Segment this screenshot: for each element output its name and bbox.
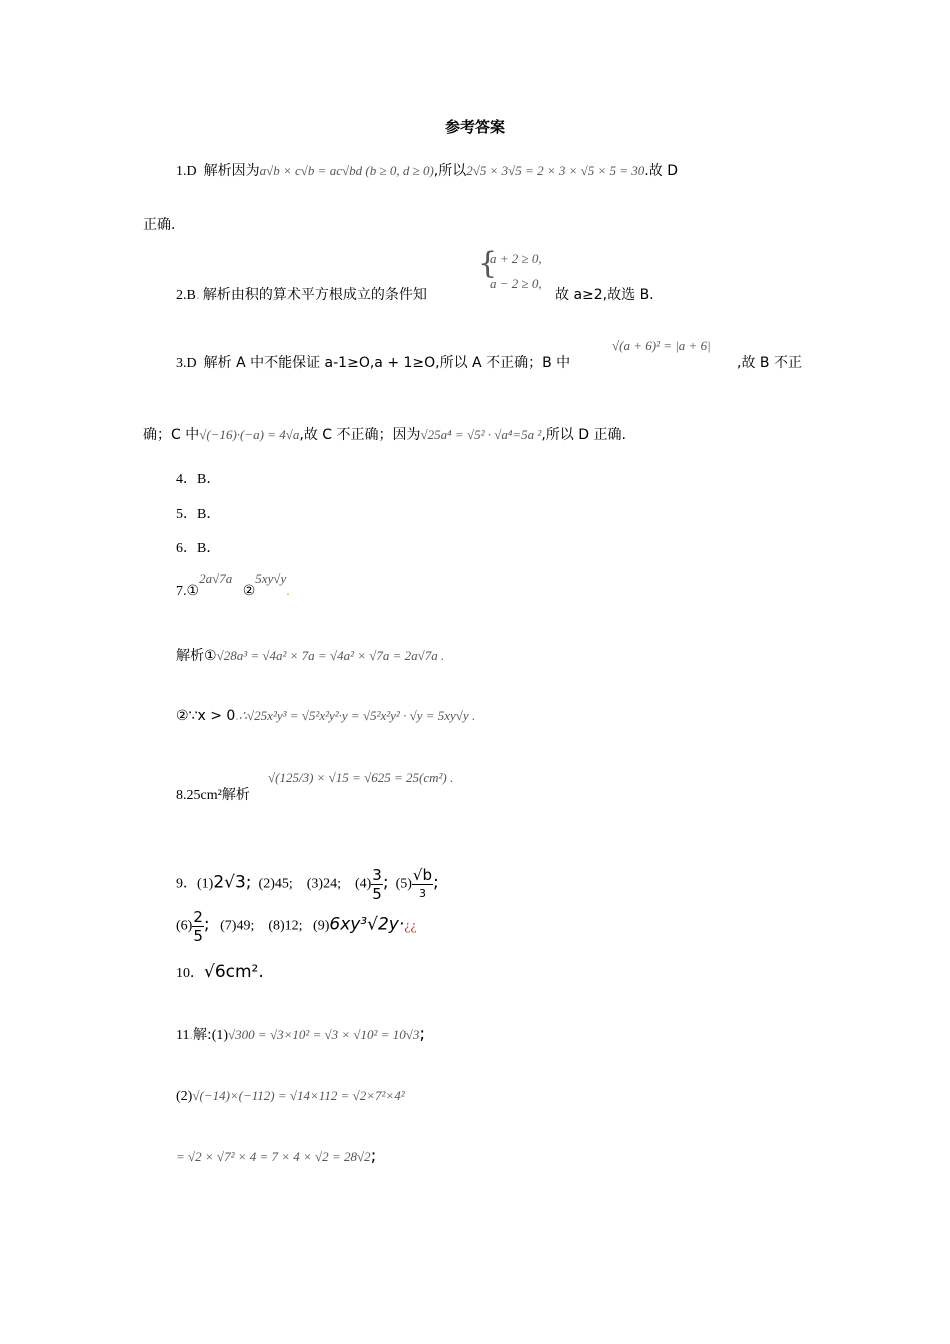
answer-1-cont: 正确. — [143, 217, 176, 233]
formula-1a: a√b × c√b = ac√bd (b ≥ 0, d ≥ 0) — [259, 163, 434, 178]
formula-1b: 2√5 × 3√5 = 2 × 3 × √5 × 5 = 30 — [466, 163, 645, 178]
answer-11-2-cont: = √2 × √7² × 4 = 7 × 4 × √2 = 28√2; — [176, 1146, 377, 1166]
answer-2-tail: 故 a≥2,故选 B. — [555, 287, 654, 303]
formula-3c: √25a⁴ = √5² · √a⁴=5a ² — [420, 427, 542, 442]
answer-10: 10．√6cm². — [176, 962, 264, 982]
system-line-1: a + 2 ≥ 0, — [490, 251, 542, 266]
page-title: 参考答案 — [444, 118, 505, 136]
fraction-2-5: $\frac{2}{5}$ — [193, 908, 203, 945]
answer-9-cont: (6) $\frac{2}{5}$ ; (7)49; (8)12; (9)6xy³√2y·¿¿ — [176, 908, 417, 945]
answer-3: 3.D 解析 A 中不能保证 a-1≥O,a + 1≥O,所以 A 不正确；B 中 — [176, 355, 571, 371]
answer-7: 7.①2a√7a ②5xy√y. — [176, 571, 290, 599]
answer-11-2: (2)√(−14)×(−112) = √14×112 = √2×7²×4² — [176, 1088, 405, 1104]
answer-3-tail: ,故 B 不正 — [737, 355, 802, 371]
formula-3a: √(a + 6)² = |a + 6| — [612, 338, 711, 353]
answer-7-explain-2: ②∵x > 0.∴√25x²y³ = √5²x²y²·y = √5²x²y² · √y = 5xy√y . — [176, 708, 476, 724]
answer-3-cont: 确；C 中√(−16)·(−a) = 4√a,故 C 不正确；因为√25a⁴ = √5² · √a⁴=5a ²,所以 D 正确. — [143, 427, 626, 443]
answer-6: 6．B． — [176, 541, 221, 556]
fraction-3-5: $\frac{3}{5}$ — [372, 866, 382, 903]
answer-2: 2.B. 解析由积的算术平方根成立的条件知 — [176, 287, 427, 303]
answer-5: 5．B． — [176, 507, 221, 522]
fraction-sqrt-b-3: $\frac{√b}{3}$ — [412, 866, 432, 900]
system-line-2: a − 2 ≥ 0, — [490, 276, 542, 291]
answer-4: 4．B． — [176, 472, 221, 487]
answer-8: 8.25cm²解析 — [176, 787, 250, 803]
answer-9: 9．(1)2√3; (2)45; (3)24; (4) $\frac{3}{5}$ ; (5) $\frac{√b}{3}$ ; — [176, 866, 439, 903]
formula-8: √(125/3) × √15 = √625 = 25(cm²) . — [268, 770, 454, 785]
answer-1: 1.D 解析因为a√b × c√b = ac√bd (b ≥ 0, d ≥ 0),所以2√5 × 3√5 = 2 × 3 × √5 × 5 = 30.故 D — [176, 163, 678, 179]
formula-3b: √(−16)·(−a) = 4√a — [199, 427, 300, 442]
answer-7-explain-1: 解析①√28a³ = √4a² × 7a = √4a² × √7a = 2a√7a . — [176, 648, 445, 664]
brace-icon: { — [478, 246, 498, 281]
answer-11-1: 11.解:(1)√300 = √3×10² = √3 × √10² = 10√3; — [176, 1024, 426, 1044]
